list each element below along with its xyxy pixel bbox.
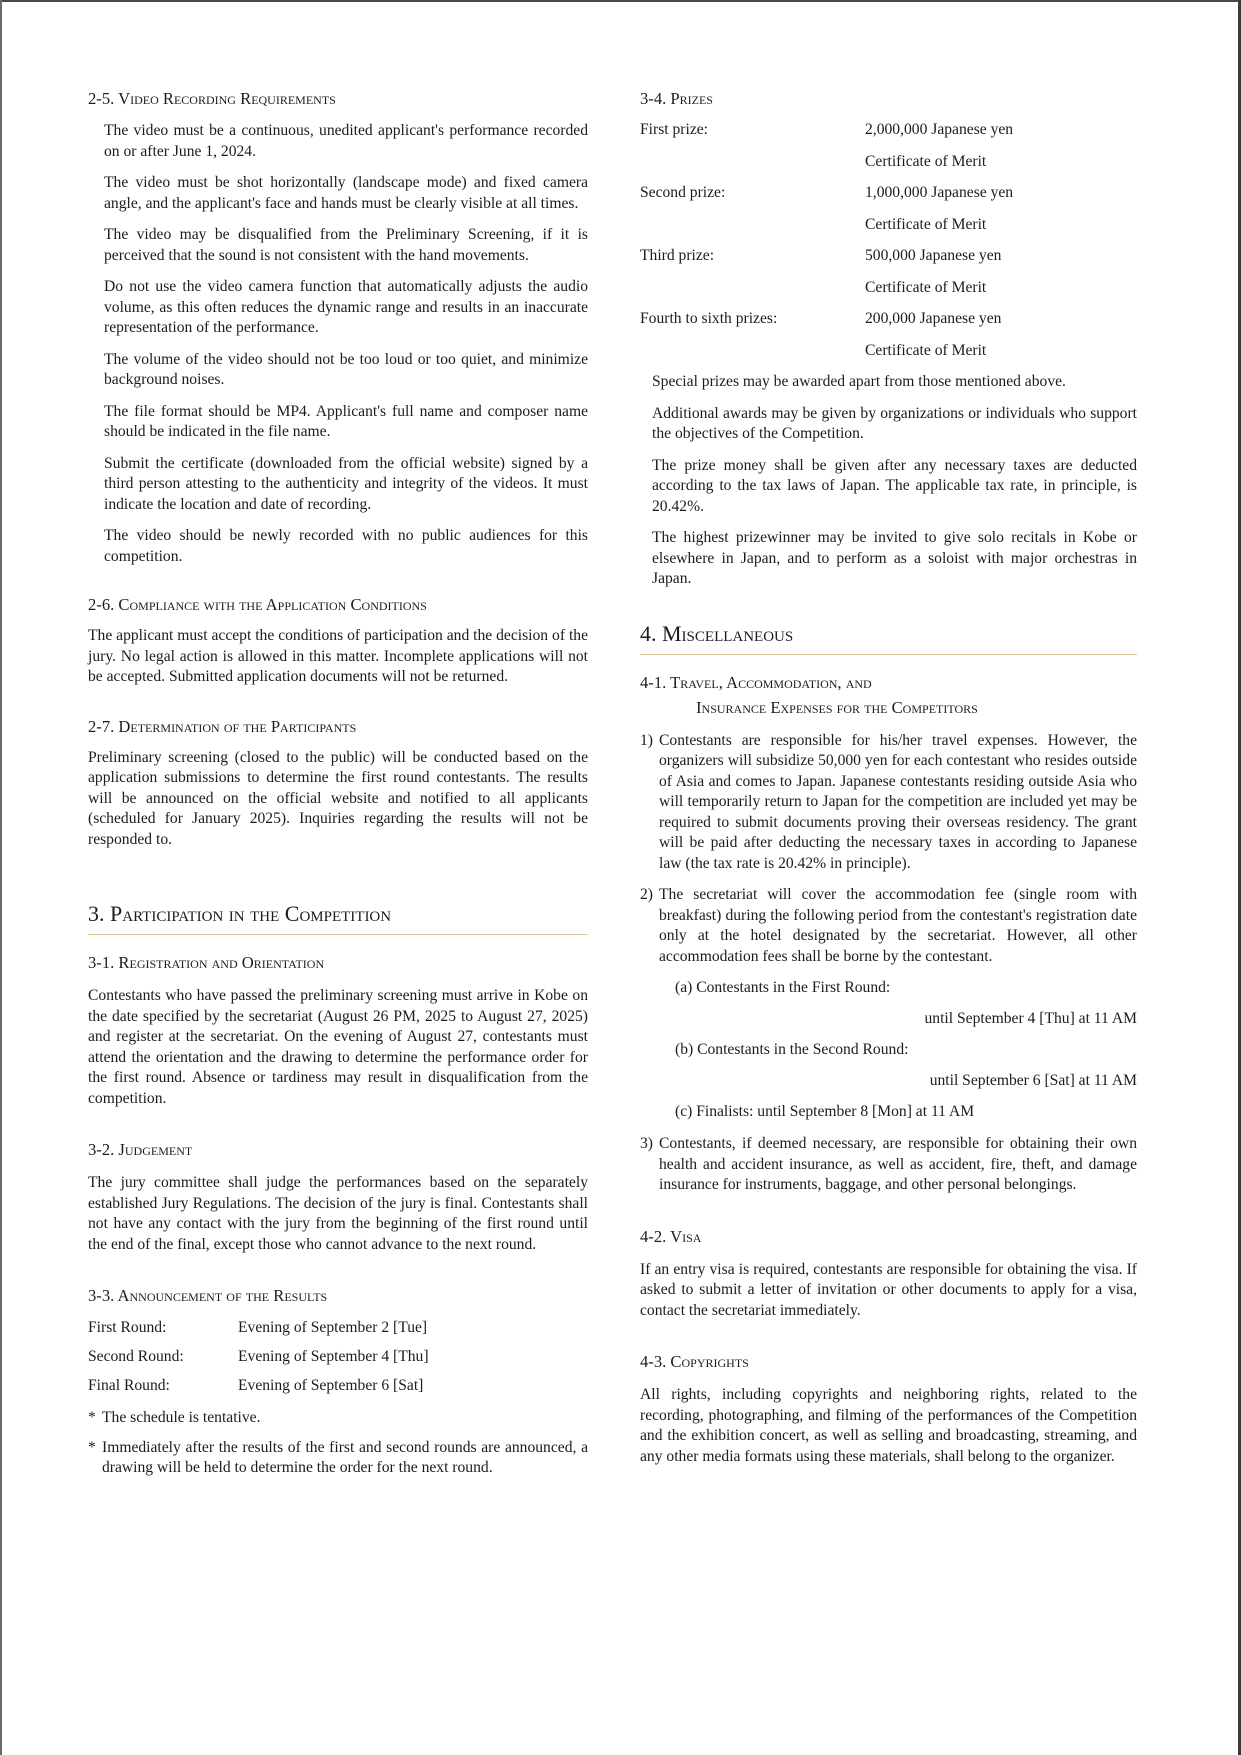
section-4 — [640, 620, 1137, 655]
paragraph: The video may be disqualified from the Preliminary Screening, if it is perceived that the sound is not consistent with the hand movements. — [104, 226, 588, 264]
paragraph: Submit the certificate (downloaded from the official website) signed by a third person attesting to the authenticity and integrity of the videos. It must indicate the location and date of recording. — [104, 454, 588, 513]
paragraph: The video should be newly recorded with no public audiences for this competition. — [104, 527, 588, 565]
section-3-4-title: 3-4. Prizes — [640, 89, 713, 108]
paragraph: The video must be a continuous, unedited applicant's performance recorded on or after June 1, 2024. — [104, 122, 588, 160]
sub-item-b-deadline: until September 6 [Sat] at 11 AM — [929, 1072, 1137, 1089]
schedule-row — [88, 1318, 588, 1347]
right-column — [640, 88, 1137, 1467]
prize-row — [640, 183, 1137, 215]
prize-amount: 2,000,000 Japanese yen — [865, 121, 1014, 138]
note-text: The schedule is tentative. — [102, 1409, 261, 1426]
section-4-2-title: 4-2. Visa — [640, 1226, 702, 1246]
section-3-2-title: 3-2. Judgement — [88, 1140, 193, 1159]
note-text: Immediately after the results of the first and second rounds are announced, a drawing will be held to determine the order for the next round. — [102, 1439, 588, 1476]
prize-amount: 500,000 Japanese yen — [865, 247, 1002, 264]
section-4-2 — [640, 1226, 1137, 1322]
prize-row — [640, 120, 1137, 152]
asterisk-mark: * — [88, 1439, 96, 1456]
paragraph: Preliminary screening (closed to the public) will be conducted based on the application submissions to determine the first round contestants. The results will be announced on the official website and notified to all applicants (scheduled for January 2025). Inquiries regarding the results will not be responded to. — [88, 748, 588, 848]
list-item — [640, 1134, 1137, 1196]
paragraph: The highest prizewinner may be invited to give solo recitals in Kobe or elsewhere in Japan, and to perform as a soloist with major orchestras in Japan. — [652, 529, 1137, 587]
section-3-title: 3. Participation in the Competition — [88, 901, 392, 926]
section-2-7 — [88, 716, 588, 851]
prize-extra: Certificate of Merit — [865, 152, 987, 170]
scan-edge-left — [0, 0, 2, 1755]
prize-row — [640, 278, 1137, 310]
list-text: Contestants, if deemed necessary, are responsible for obtaining their own health and accident insurance, as well as accident, fire, theft, and damage insurance for instruments, baggage, and other personal belongings. — [659, 1135, 1137, 1193]
schedule-label: First Round: — [88, 1319, 167, 1336]
asterisk-mark: * — [88, 1409, 96, 1426]
prize-extra: Certificate of Merit — [865, 215, 987, 233]
paragraph: The volume of the video should not be too loud or too quiet, and minimize background noises. — [104, 350, 588, 388]
schedule-value: Evening of September 4 [Thu] — [238, 1348, 429, 1365]
section-2-6 — [88, 594, 588, 688]
note — [88, 1438, 588, 1478]
paragraph: The file format should be MP4. Applicant's full name and composer name should be indicated in the file name. — [104, 402, 588, 440]
paragraph: All rights, including copyrights and neighboring rights, related to the recording, photographing, and filming of the performances of the Competition and the exhibition concert, as well as selling and broadcasting, streaming, and any other media formats using these materials, shall belong to the organizer. — [640, 1386, 1137, 1465]
list-text: The secretariat will cover the accommodation fee (single room with breakfast) during the following period from the contestant's registration date only at the hotel designated by the secretariat. However, all other accommodation fees shall be borne by the contestant. — [659, 886, 1137, 965]
section-3 — [88, 900, 588, 935]
paragraph: Additional awards may be given by organizations or individuals who support the objectives of the Competition. — [652, 404, 1137, 442]
prize-row — [640, 341, 1137, 373]
list-number: 3) — [640, 1135, 653, 1152]
prize-table — [640, 120, 1137, 372]
paragraph: If an entry visa is required, contestants are responsible for obtaining the visa. If asked to submit a letter of invitation or other documents to apply for a visa, contact the secretariat immediately. — [640, 1260, 1137, 1319]
schedule-value: Evening of September 6 [Sat] — [238, 1377, 424, 1394]
section-2-5 — [88, 88, 588, 567]
section-3-4 — [640, 88, 1137, 590]
section-3-3 — [88, 1285, 588, 1478]
schedule-label: Final Round: — [88, 1377, 170, 1394]
section-4-1-title-line2: Insurance Expenses for the Competitors — [696, 697, 978, 717]
paragraph: The applicant must accept the conditions of participation and the decision of the jury. No legal action is allowed in this matter. Incomplete applications will not be accepted. Submitted application documents will not be returned. — [88, 627, 588, 685]
results-schedule — [88, 1318, 588, 1405]
section-2-7-title: 2-7. Determination of the Participants — [88, 716, 357, 736]
left-column — [88, 88, 588, 1478]
section-4-title: 4. Miscellaneous — [640, 620, 794, 646]
prize-extra: Certificate of Merit — [865, 341, 987, 359]
note — [88, 1408, 588, 1428]
prize-label: Fourth to sixth prizes: — [640, 310, 778, 327]
paragraph: Contestants who have passed the preliminary screening must arrive in Kobe on the date specified by the secretariat (August 26 PM, 2025 to August 27, 2025) and register at the secretariat. On the evening of August 27, contestants must attend the orientation and the drawing to determine the performance order for the first round. Absence or tardiness may result in disqualification from the competition. — [88, 987, 588, 1107]
list-item — [640, 731, 1137, 875]
list-text: Contestants are responsible for his/her travel expenses. However, the organizers will subsidize 50,000 yen for each contestant who resides outside of Asia and comes to Japan. Japanese contestants residing outside Asia who will temporarily return to Japan for the competition are included yet may be required to submit documents proving their overseas residency. The grant will be paid after deducting the necessary taxes in according to Japanese law (the tax rate is 20.42% in principle). — [659, 731, 1137, 872]
list-item — [640, 885, 1137, 967]
prize-row — [640, 215, 1137, 247]
prize-label: Second prize: — [640, 184, 726, 201]
paragraph: The jury committee shall judge the performances based on the separately established Jury Regulations. The decision of the jury is final. Contestants shall not have any contact with the jury from the beginning of the first round until the end of the final, except those who cannot advance to the next round. — [88, 1174, 588, 1253]
sub-item-a: (a) Contestants in the First Round: — [675, 979, 891, 996]
paragraph: Special prizes may be awarded apart from those mentioned above. — [652, 373, 1066, 390]
section-2-5-title: 2-5. Video Recording Requirements — [88, 89, 336, 108]
scan-edge-top — [0, 0, 1241, 2]
section-3-3-title: 3-3. Announcement of the Results — [88, 1286, 328, 1305]
prize-row — [640, 246, 1137, 278]
paragraph: The video must be shot horizontally (landscape mode) and fixed camera angle, and the applicant's face and hands must be clearly visible at all times. — [104, 174, 588, 212]
prize-amount: 200,000 Japanese yen — [865, 310, 1002, 327]
list-number: 1) — [640, 731, 653, 749]
prize-amount: 1,000,000 Japanese yen — [865, 184, 1014, 201]
section-4-3 — [640, 1351, 1137, 1467]
prize-label: First prize: — [640, 121, 708, 138]
sub-item-b: (b) Contestants in the Second Round: — [675, 1041, 909, 1058]
prize-label: Third prize: — [640, 247, 715, 264]
section-divider — [640, 654, 1137, 655]
section-4-3-title: 4-3. Copyrights — [640, 1352, 749, 1371]
section-4-1-title: 4-1. Travel, Accommodation, and — [640, 672, 872, 692]
prize-row — [640, 152, 1137, 184]
paragraph: The prize money shall be given after any necessary taxes are deducted according to the tax laws of Japan. The applicable tax rate, in principle, is 20.42%. — [652, 456, 1137, 515]
list-number: 2) — [640, 886, 653, 903]
section-divider — [88, 934, 588, 935]
schedule-value: Evening of September 2 [Tue] — [238, 1319, 428, 1336]
section-3-1 — [88, 952, 588, 1109]
prize-extra: Certificate of Merit — [865, 278, 987, 296]
section-3-1-title: 3-1. Registration and Orientation — [88, 953, 325, 972]
prize-row — [640, 309, 1137, 341]
schedule-row — [88, 1347, 588, 1376]
paragraph: Do not use the video camera function that automatically adjusts the audio volume, as this often reduces the dynamic range and results in an inaccurate representation of the performance. — [104, 278, 588, 336]
schedule-label: Second Round: — [88, 1348, 184, 1365]
section-3-2 — [88, 1139, 588, 1255]
sub-item-a-deadline: until September 4 [Thu] at 11 AM — [924, 1010, 1137, 1027]
schedule-row — [88, 1376, 588, 1405]
sub-item-c: (c) Finalists: until September 8 [Mon] at 11 AM — [675, 1103, 975, 1120]
section-2-6-title: 2-6. Compliance with the Application Conditions — [88, 595, 427, 614]
section-4-1 — [640, 672, 1137, 1196]
